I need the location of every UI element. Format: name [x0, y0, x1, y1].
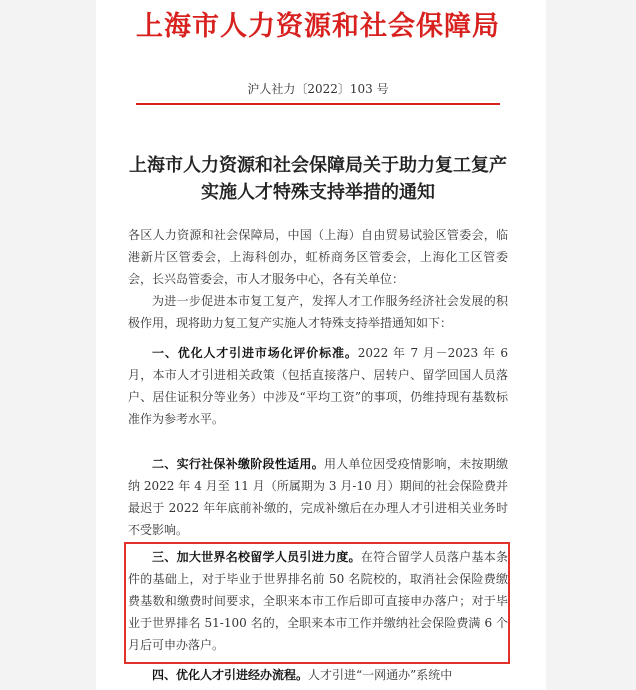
letterhead-title: 上海市人力资源和社会保障局	[136, 11, 500, 42]
intro-paragraph: 为进一步促进本市复工复产，发挥人才工作服务经济社会发展的积极作用，现将助力复工复产实施人才特殊支持举措通知如下：	[128, 294, 508, 330]
section-3-text: 在符合留学人员落户基本条件的基础上，对于毕业于世界排名前 50 名院校的，取消社会保险费缴费基数和缴费时间要求，全职来本市工作后即可直接申办落户；对于毕业于世界排名 51-100 名的，全职来本市工作并缴纳社会保险费满 6 个月后可申办落户。	[128, 550, 508, 652]
section-4	[128, 664, 508, 690]
section-2-text: 用人单位因受疫情影响，未按期缴纳 2022 年 4 月至 11 月（所属期为 3 月-10 月）期间的社会保险费并最迟于 2022 年年底前补缴的，完成补缴后在办理人才引进相关业务时不受影响。	[128, 457, 508, 537]
section-4-heading: 四、优化人才引进经办流程。	[152, 668, 309, 682]
section-3-heading: 三、加大世界名校留学人员引进力度。	[152, 550, 361, 564]
section-1-text: 2022 年 7 月－2023 年 6 月，本市人才引进相关政策（包括直接落户、居转户、留学回国人员落户、居住证积分等业务）中涉及“平均工资”的事项，仍维持现有基数标准作为参考水平。	[128, 346, 508, 426]
section-4-text: 人才引进“一网通办”系统中	[308, 668, 453, 682]
notice-title	[0, 152, 636, 206]
section-2	[128, 453, 508, 541]
document-number: 沪人社力〔2022〕103 号	[247, 82, 389, 96]
notice-title-line-2: 实施人才特殊支持举措的通知	[201, 182, 435, 203]
section-2-heading: 二、实行社保补缴阶段性适用。	[152, 457, 324, 471]
section-1	[128, 342, 508, 430]
letterhead-red-rule	[136, 103, 500, 105]
addressee-paragraph: 各区人力资源和社会保障局，中国（上海）自由贸易试验区管委会，临港新片区管委会，上海科创办，虹桥商务区管委会，上海化工区管委会，长兴岛管委会，市人才服务中心，各有关单位：	[128, 228, 508, 286]
section-3-highlight-box	[124, 542, 510, 664]
section-1-heading: 一、优化人才引进市场化评价标准。	[152, 346, 358, 360]
notice-title-line-1: 上海市人力资源和社会保障局关于助力复工复产	[129, 155, 507, 176]
